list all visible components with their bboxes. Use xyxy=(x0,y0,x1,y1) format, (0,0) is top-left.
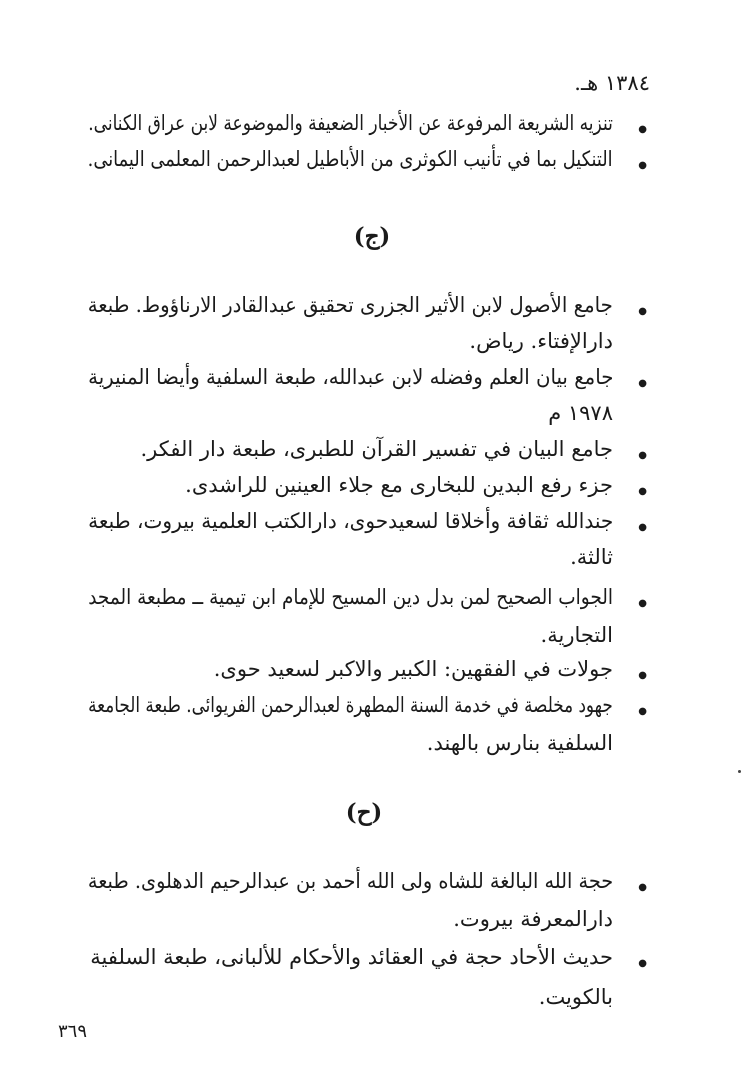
bullet-icon: ● xyxy=(638,124,647,135)
bullet-icon: ● xyxy=(638,306,647,317)
bullet-icon: ● xyxy=(638,160,647,171)
entry-jami-al-usul-line-1: جامع الأصول لابن الأثير الجزرى تحقيق عبدالقادر الارناؤوط. طبعة xyxy=(87,293,613,317)
bullet-icon: ● xyxy=(638,450,647,461)
bullet-icon: ● xyxy=(638,670,647,681)
entry-jami-al-usul-line-2: دارالإفتاء. رياض. xyxy=(469,329,613,353)
section-heading-jim: (ج) xyxy=(353,223,391,250)
entry-hujjat-allah-line-2: دارالمعرفة بيروت. xyxy=(453,907,613,931)
entry-jundullah-line-2: ثالثة. xyxy=(570,545,613,569)
entry-tanzih: تنزيه الشريعة المرفوعة عن الأخبار الضعيفة والموضوعة لابن عراق الكنانى. xyxy=(88,111,613,135)
entry-jami-bayan-al-ilm-line-2: ١٩٧٨ م xyxy=(548,401,613,425)
entry-hadith-al-ahad-line-2: بالكويت. xyxy=(538,985,613,1009)
bullet-icon: ● xyxy=(638,958,647,969)
page-number: ٣٦٩ xyxy=(58,1021,88,1042)
entry-hujjat-allah-line-1: حجة الله البالغة للشاه ولى الله أحمد بن عبدالرحيم الدهلوى. طبعة xyxy=(87,869,613,893)
entry-juz-raf-al-yadayn: جزء رفع البدين للبخارى مع جلاء العينين للراشدى. xyxy=(185,473,613,497)
entry-hadith-al-ahad-line-1: حديث الأحاد حجة في العقائد والأحكام للألبانى، طبعة السلفية xyxy=(90,945,613,969)
bullet-icon: ● xyxy=(638,598,647,609)
entry-tankil: التنكيل بما في تأنيب الكوثرى من الأباطيل لعبدالرحمن المعلمى اليمانى. xyxy=(88,147,613,171)
bullet-icon: ● xyxy=(638,882,647,893)
scan-speck xyxy=(738,770,741,773)
continuation-line: ١٣٨٤ هـ. xyxy=(574,71,650,95)
entry-jundullah-line-1: جندالله ثقافة وأخلاقا لسعيدحوى، دارالكتب العلمية بيروت، طبعة xyxy=(87,509,613,533)
entry-juhud-line-2: السلفية بنارس بالهند. xyxy=(426,731,613,755)
entry-al-jawab-line-2: التجارية. xyxy=(540,623,613,647)
bullet-icon: ● xyxy=(638,486,647,497)
entry-jawlat: جولات في الفقهين: الكبير والاكبر لسعيد حوى. xyxy=(213,657,613,681)
entry-jami-al-bayan: جامع البيان في تفسير القرآن للطبرى، طبعة دار الفكر. xyxy=(140,437,613,461)
bullet-icon: ● xyxy=(638,522,647,533)
entry-jami-bayan-al-ilm-line-1: جامع بيان العلم وفضله لابن عبدالله، طبعة السلفية وأيضا المنيرية xyxy=(87,365,613,389)
section-heading-ha: (ح) xyxy=(345,799,383,826)
bullet-icon: ● xyxy=(638,378,647,389)
entry-al-jawab-line-1: الجواب الصحيح لمن بدل دين المسيح للإمام ابن تيمية ــ مطبعة المجد xyxy=(88,585,613,609)
entry-juhud-line-1: جهود مخلصة في خدمة السنة المطهرة لعبدالرحمن الفريوائى. طبعة الجامعة xyxy=(88,693,613,717)
bullet-icon: ● xyxy=(638,706,647,717)
